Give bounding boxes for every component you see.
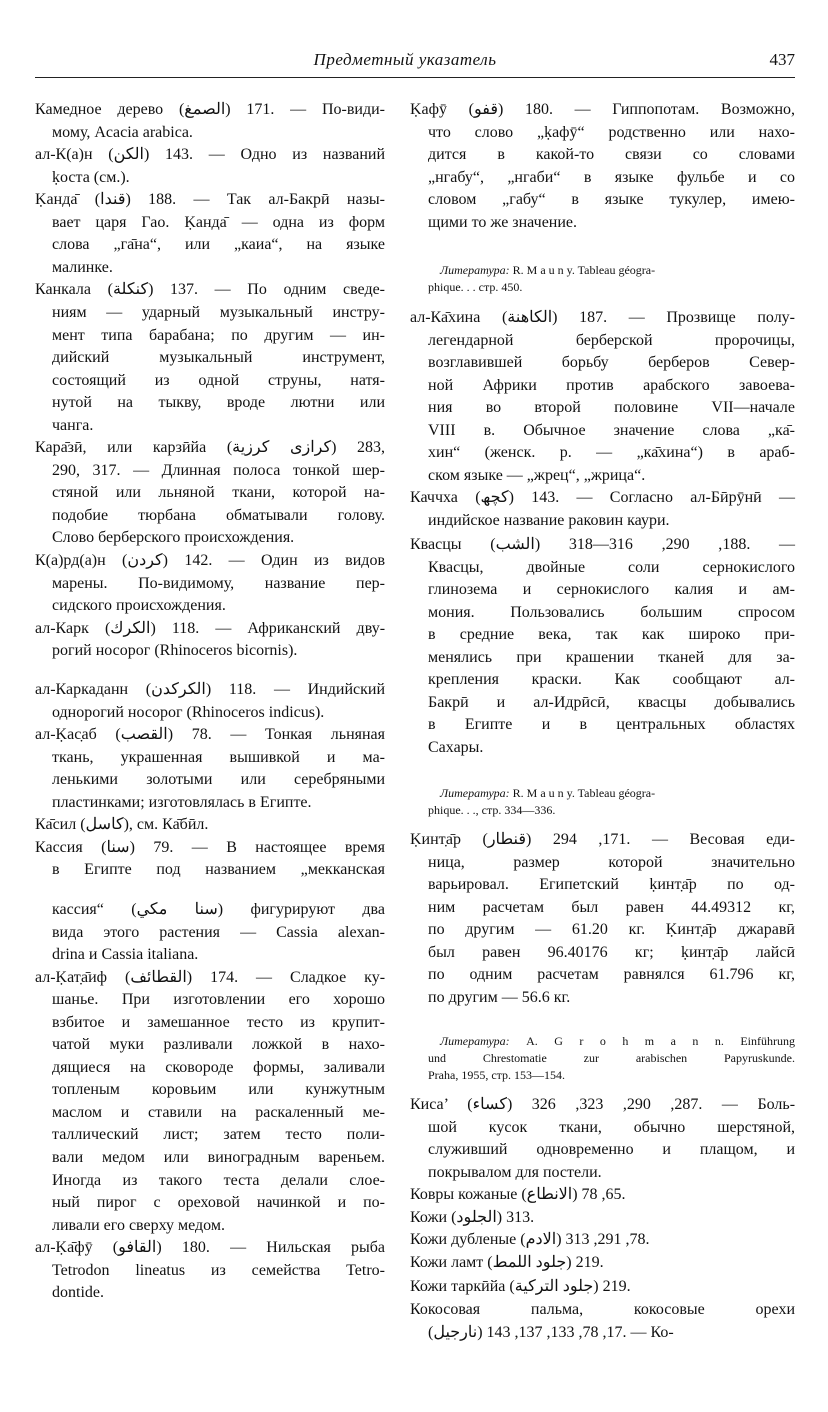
index-entry-line: в Египте под названием „мекканская (52, 861, 385, 879)
index-entry-line: ливали его сверху медом. (52, 1216, 225, 1234)
index-entry-line: состоящий из одной струны, натя- (52, 371, 385, 389)
literature-line (440, 262, 795, 279)
page-number: 437 (769, 50, 795, 69)
index-entry-line: dontide. (52, 1284, 104, 1302)
index-entry-line: в Египте и в центральных областях (428, 716, 795, 734)
index-entry-headword-line: Кокосовая пальма, кокосовые орехи (410, 1301, 795, 1318)
index-entry-line: мент типа барабана; по другим — ин- (52, 326, 385, 344)
literature-line: und Chrestomatie zur arabischen Papyruskunde. (428, 1050, 795, 1065)
index-entry-line: словом „габу“ в языке тукулер, имею- (428, 191, 795, 209)
index-entry-line: Сахары. (428, 738, 484, 756)
index-entry-headword-line: Кожи ламт (جلود اللمط) 219. (410, 1253, 604, 1271)
index-entry-line: Tetrodon lineatus из семейства Tetro- (52, 1261, 385, 1279)
index-entry-line: однорогий носорог (Rhinoceros indicus). (52, 703, 325, 721)
literature-line: phique. . ., стр. 334—336. (428, 802, 556, 817)
index-entry-line: чанга. (52, 416, 94, 434)
index-entry-line: ния во второй половине VII—начале (428, 399, 795, 417)
index-entry-line: пластинками; изготовлялась в Египте. (52, 793, 312, 811)
index-entry-line: по другим — 61.20 кг. Ḳинт̣а̄р джаравӣ (428, 921, 795, 939)
index-entry-line: рогий носорог (Rhinoceros bicornis). (52, 642, 298, 660)
index-entry-line: сидского происхождения. (52, 597, 226, 615)
index-entry-line: индийское название раковин каури. (428, 511, 670, 529)
index-entry-line: ленькими золотыми или серебряными (52, 771, 385, 789)
index-entry-line: варьировал. Египетский ḳинт̣а̄р по од- (428, 876, 795, 894)
index-entry-headword-line: Ḳинт̣а̄р (قنطار) 171, 294. — Весовая еди- (410, 831, 796, 848)
index-entry-line: слова „га̄на“, или „каиа“, на языке (52, 236, 385, 254)
index-entry-line: что слово „ḳафӯ“ родственно или нахо- (428, 123, 795, 141)
index-entry-line: маслом и ставили на раскаленный ме- (52, 1103, 385, 1121)
index-entry-line: мому, Acacia arabica. (52, 123, 193, 141)
index-entry-line: дящиеся на сковороде формы, заливали (52, 1058, 385, 1076)
index-entry-line: таллический лист; затем тесто поли- (52, 1126, 385, 1144)
index-entry-headword-line: ал-Ḳат̣а̄иф (القطائف) 174. — Сладкое ку- (35, 968, 386, 986)
index-entry-line: легендарной берберской пророчицы, (428, 331, 795, 349)
index-entry-line: Квасцы, двойные соли сернокислого (428, 558, 795, 576)
index-entry-line: щими то же значение. (428, 213, 578, 231)
index-entry-line: по другим — 56.6 кг. (428, 988, 571, 1006)
index-entry-line: ском языке — „жрец“, „жрица“. (428, 466, 646, 484)
index-entry-headword-line: Киса’ (كساء) 287, 290, 323, 326. — Боль- (410, 1096, 796, 1113)
running-header-title: Предметный указатель (313, 50, 497, 69)
index-entry-line: вида этого растения — Cassia alexan- (52, 923, 385, 941)
index-entry-line: Иногда из такого теста делали слое- (52, 1171, 385, 1189)
index-entry-line: служивший одновременно и плащом, и (428, 1141, 795, 1159)
index-entry-line: стяной или льняной ткани, которой на- (52, 484, 385, 502)
index-entry-headword-line: Каччха (كچھ) 143. — Согласно ал-Бӣрӯнӣ — (410, 489, 795, 507)
literature-line: Praha, 1955, стр. 153—154. (428, 1068, 566, 1083)
index-entry-line: Слово берберского происхождения. (52, 529, 295, 547)
index-entry-headword-line: ал-К(а)н (الكن) 143. — Одно из названий (35, 146, 385, 164)
index-entry-headword-line: Ка̄сил (كاسل), см. Ка̄бӣл. (35, 816, 209, 834)
index-entry-headword-line: ал-Каркаданн (الكركدن) 118. — Индийский (35, 681, 385, 698)
index-entry-line: кассия“ (سنا مكي) фигурируют два (52, 900, 385, 918)
index-entry-line: хин“ (женск. р. — „ка̄хина“) в араб- (428, 444, 795, 462)
index-entry-line: ним расчетам был равен 44.49312 кг, (428, 898, 795, 916)
index-entry-line: ḳоста (см.). (52, 168, 130, 186)
index-entry-headword-line: ал-Карк (الكرك) 118. — Африканский дву- (35, 619, 386, 637)
literature-label: Литература: (440, 785, 510, 800)
index-entry-line: мония. Пользовались большим спросом (428, 603, 795, 621)
index-entry-headword-line: ал-Ḳа̄фӯ (القافو) 180. — Нильская рыба (35, 1239, 386, 1257)
literature-line (440, 785, 795, 802)
index-entry-headword-line: Кара̄зӣ, или карзӣйа (كرازى كرزية) 283, (35, 439, 385, 457)
index-entry-line: ный пирог с ореховой начинкой и по- (52, 1194, 385, 1212)
index-entry-line: глинозема и сернокислого калия и ам- (428, 581, 795, 599)
index-entry-line: марены. По-видимому, название пер- (52, 574, 385, 592)
literature-text: A. G r o h m a n n. Einführung (526, 1033, 795, 1048)
index-entry-line: (نارجيل) 17, 78, 133, 137, 143. — Ко- (428, 1323, 674, 1341)
index-entry-line: ной Африки против арабского завоева- (428, 376, 795, 394)
literature-line (440, 1033, 795, 1050)
index-entry-headword-line: Кассия (سنا) 79. — В настоящее время (35, 838, 386, 856)
index-entry-line: шой кусок ткани, обычно шерстяной, (428, 1118, 795, 1136)
index-entry-headword-line: К(а)рд(а)н (كردن) 142. — Один из видов (35, 552, 385, 569)
index-entry-headword-line: Кожи дубленые (الادم) 78, 291, 313. (410, 1231, 650, 1249)
index-entry-line: по одним расчетам равнялся 61.796 кг, (428, 966, 795, 984)
index-entry-line: ниям — ударный музыкальный инстру- (52, 303, 385, 321)
index-entry-line: подобие тюрбана обматывали голову. (52, 506, 385, 524)
index-entry-headword-line: Квасцы (الشب) 188, 290, 316—318. — (410, 536, 796, 553)
index-entry-line: вали медом или виноградным вареньем. (52, 1149, 385, 1166)
index-entry-line: покрывалом для постели. (428, 1163, 602, 1181)
literature-line: phique. . . стр. 450. (428, 279, 523, 294)
index-entry-line: ткань, украшенная вышивкой и ма- (52, 748, 385, 766)
index-entry-line: возглавившей борьбу берберов Север- (428, 354, 795, 372)
index-entry-line: менялись при крашении тканей для за- (428, 648, 795, 666)
index-entry-headword-line: Ḳафӯ (قفو) 180. — Гиппопотам. Возможно, (410, 101, 796, 118)
index-entry-headword-line: Кожи (الجلود) 313. (410, 1208, 535, 1226)
index-entry-line: дится в какой-то связи со словами (428, 146, 795, 164)
index-entry-line: Бакрӣ и ал-Идрӣсӣ, квасцы добывались (428, 693, 795, 711)
index-entry-headword-line: Канкала (كنكلة) 137. — По одним сведе- (35, 281, 386, 299)
index-entry-line: крепления краски. Как сообщают ал- (428, 671, 795, 689)
index-entry-headword-line: ал-Ḳас̣аб (القصب) 78. — Тонкая льняная (35, 726, 386, 744)
index-entry-headword-line: Камедное дерево (الصمغ) 171. — По-види- (35, 101, 386, 118)
index-entry-line: дийский музыкальный инструмент, (52, 349, 385, 367)
index-entry-line: топленым коровьим или кунжутным (52, 1081, 385, 1099)
index-entry-headword-line: Ḳанда̄ (قندا) 188. — Так ал-Бакрӣ назы- (35, 191, 385, 209)
index-entry-line: малинке. (52, 258, 113, 276)
index-entry-line: шанье. При изготовлении его хорошо (52, 991, 385, 1009)
index-entry-line: был равен 96.40176 кг; ḳинт̣а̄р лайсӣ (428, 943, 795, 961)
literature-label: Литература: (440, 262, 510, 277)
index-entry-line: чатой муки разливали ложкой в нахо- (52, 1036, 385, 1054)
index-entry-headword-line: Ковры кожаные (الانطاع) 65, 78. (410, 1186, 626, 1204)
index-entry-line: ница, размер которой значительно (428, 853, 795, 871)
index-entry-headword-line: ал-Ка̄хина (الكاهنة) 187. — Прозвище полу- (410, 309, 795, 326)
index-entry-line: взбитое и замешанное тесто из крупит- (52, 1013, 385, 1031)
header-rule (35, 77, 795, 78)
index-entry-headword-line: Кожи таркӣйа (جلود التركية) 219. (410, 1278, 631, 1295)
literature-text: R. M a u n y. Tableau géogra- (512, 785, 656, 800)
index-entry-line: вает царя Гао. Ḳанда̄ — одна из форм (52, 213, 385, 231)
index-entry-line: в средние века, так как широко при- (428, 626, 795, 644)
index-entry-line: drina и Cassia italiana. (52, 946, 199, 964)
index-entry-line: нутой на тыкву, вроде лютни или (52, 394, 385, 412)
literature-label: Литература: (440, 1033, 510, 1048)
literature-text: R. M a u n y. Tableau géogra- (512, 262, 656, 277)
index-entry-line: 290, 317. — Длинная полоса тонкой шер- (52, 461, 385, 479)
index-entry-line: VIII в. Обычное значение слова „ка̄- (428, 421, 795, 439)
index-entry-line: „нгабу“, „нгаби“ в языке фульбе и со (428, 168, 795, 186)
